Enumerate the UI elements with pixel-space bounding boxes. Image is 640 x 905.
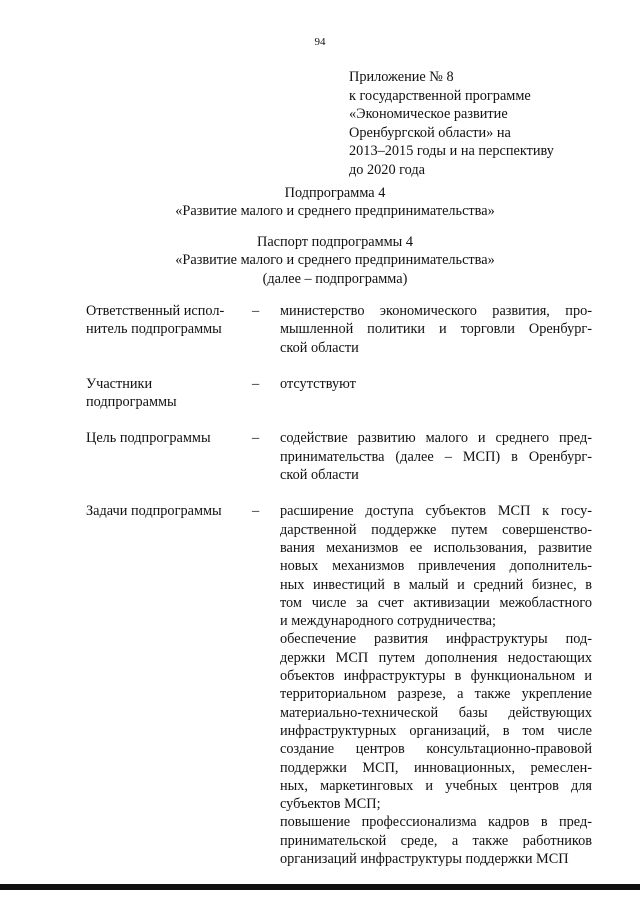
passport-title (0, 233, 640, 288)
row-value-line: обеспечение развития инфраструктуры под- (280, 631, 592, 648)
row-dash: – (252, 503, 260, 520)
appendix-line: Приложение № 8 (349, 69, 454, 85)
passport-table (86, 302, 596, 868)
passport-line: Паспорт подпрограммы 4 (257, 234, 413, 250)
row-label-line: Участники (86, 375, 153, 392)
row-value (280, 502, 592, 868)
bottom-rule (0, 884, 640, 890)
row-label (86, 302, 252, 357)
row-dash: – (252, 303, 260, 319)
row-value-line: организаций инфраструктуры поддержки МСП (280, 851, 569, 868)
passport-row (86, 429, 596, 484)
row-label (86, 429, 252, 484)
row-label-line: Ответственный испол- (86, 303, 225, 319)
row-value-line: создание центров консультационно-правовой (280, 741, 592, 758)
row-value-line: расширение доступа субъектов МСП к госу- (280, 503, 592, 520)
appendix-line: «Экономическое развитие (349, 106, 508, 123)
row-value-line: поддержки МСП, инновационных, ремеслен- (280, 759, 592, 776)
passport-line: «Развитие малого и среднего предпринимательства» (175, 252, 495, 269)
row-value-line: содействие развитию малого и среднего пред- (280, 430, 592, 447)
row-value-line: ных, маркетинговых и учебных центров для (280, 777, 592, 794)
row-label-line: нитель подпрограммы (86, 321, 222, 338)
subprogram-title (0, 184, 640, 221)
row-dash: – (252, 375, 260, 392)
row-value-line: территориальном разрезе, а также укрепление (280, 686, 592, 703)
row-value-line: объектов инфраструктуры в функциональном и (280, 668, 592, 685)
row-value-line: принимательской среде, а также работников (280, 832, 592, 849)
appendix-line: 2013–2015 годы и на перспективу (349, 143, 554, 160)
row-value-line: принимательства (далее – МСП) в Оренбург- (280, 448, 592, 465)
row-value (280, 375, 592, 412)
row-value-line: министерство экономического развития, про- (280, 303, 592, 319)
passport-line: (далее – подпрограмма) (262, 270, 408, 287)
row-value-line: вания механизмов ее использования, развитие (280, 539, 592, 556)
row-value-line: материально-технической базы действующих (280, 704, 592, 721)
row-value-line: мышленной политики и торговли Оренбург- (280, 321, 592, 338)
row-label (86, 502, 252, 868)
appendix-header (349, 68, 609, 180)
row-value-line: отсутствуют (280, 375, 356, 392)
title-line: «Развитие малого и среднего предпринимательства» (175, 203, 495, 220)
row-value-line: повышение профессионализма кадров в пред- (280, 814, 592, 831)
row-dash: – (252, 430, 260, 447)
row-label-line: Задачи подпрограммы (86, 503, 222, 520)
appendix-line: до 2020 года (349, 161, 426, 178)
row-value (280, 302, 592, 357)
row-value-line: ской области (280, 339, 359, 356)
row-value-line: новых механизмов привлечения дополнитель- (280, 558, 592, 575)
row-value-line: ской области (280, 467, 359, 484)
passport-row (86, 302, 596, 357)
row-label-line: подпрограммы (86, 394, 177, 411)
row-value-line: ных инвестиций в малый и средний бизнес, в (280, 576, 592, 593)
row-value-line: и международного сотрудничества; (280, 613, 496, 630)
appendix-line: к государственной программе (349, 87, 531, 104)
row-value-line: инфраструктурных организаций, в том числе (280, 722, 592, 739)
passport-row (86, 502, 596, 868)
title-line: Подпрограмма 4 (284, 185, 386, 201)
row-value-line: держки МСП путем дополнения недостающих (280, 649, 592, 666)
row-value (280, 429, 592, 484)
appendix-line: Оренбургской области» на (349, 124, 511, 141)
row-value-line: дарственной поддержке путем совершенство- (280, 521, 592, 538)
page-number: 94 (314, 36, 326, 48)
row-label-line: Цель подпрограммы (86, 430, 211, 447)
row-label (86, 375, 252, 412)
passport-row (86, 375, 596, 412)
row-value-line: том числе за счет активизации межобластного (280, 594, 592, 611)
row-value-line: субъектов МСП; (280, 796, 381, 813)
